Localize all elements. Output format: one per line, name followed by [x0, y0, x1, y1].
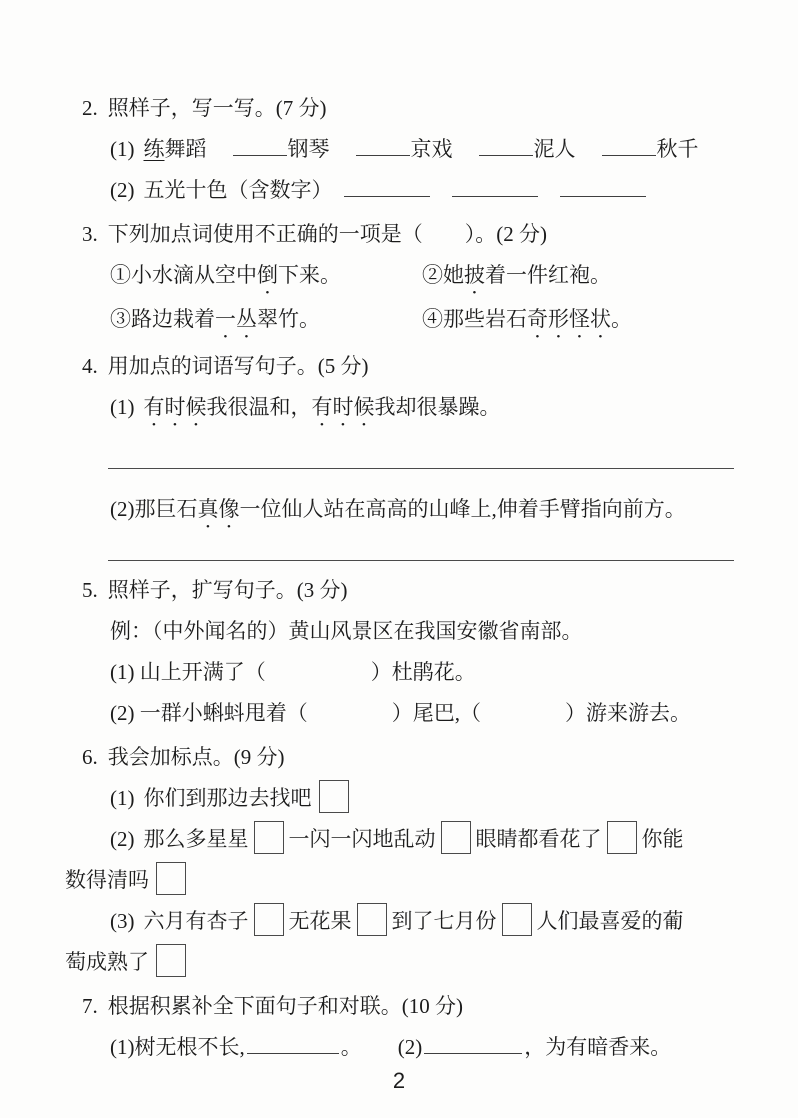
dotted-word: 真像 — [197, 497, 240, 521]
sentence-text: 眼睛都看花了 — [475, 827, 602, 851]
item-label: (2) — [110, 827, 135, 851]
word: 秋千 — [656, 137, 699, 161]
dotted-word: 一丛 — [215, 307, 257, 331]
sentence-text: 人们最喜爱的葡 — [536, 909, 684, 933]
dotted-word: 披 — [464, 263, 485, 287]
sentence-text: 一位仙人站在高高的山峰上,伸着手臂指向前方。 — [239, 497, 686, 521]
q3-option-2 — [422, 255, 611, 299]
answer-blank — [233, 153, 287, 156]
q2-item-2 — [65, 170, 734, 211]
punctuation-box — [357, 903, 387, 936]
question-title: 用加点的词语写句子。(5 分) — [107, 354, 369, 378]
word: 泥人 — [533, 137, 576, 161]
answer-blank — [356, 153, 410, 156]
question-title: 下列加点词使用不正确的一项是（ ）。(2 分) — [107, 222, 547, 246]
sentence-text: 你能 — [641, 827, 684, 851]
question-7-header — [65, 986, 734, 1027]
question-7 — [65, 986, 734, 1068]
question-title: 照样子，扩写句子。(3 分) — [107, 578, 348, 602]
answer-blank — [247, 1051, 339, 1054]
question-4-header — [65, 346, 734, 387]
dotted-word: 奇形怪状 — [527, 307, 611, 331]
sentence-text: 那巨石 — [134, 497, 198, 521]
question-number: 6. — [82, 745, 98, 769]
punctuation-box — [502, 903, 532, 936]
option-text: ③路边栽着 — [110, 307, 215, 331]
answer-rule-line — [108, 560, 734, 561]
option-text: 翠竹。 — [257, 307, 320, 331]
item-label: (1) — [110, 395, 135, 419]
q3-option-1 — [110, 255, 422, 299]
question-4 — [65, 346, 734, 561]
option-text: 。 — [611, 307, 632, 331]
question-title: 我会加标点。(9 分) — [107, 745, 285, 769]
question-number: 2. — [82, 96, 98, 120]
dotted-word: 倒 — [257, 263, 278, 287]
question-number: 5. — [82, 578, 98, 602]
q4-item-1 — [65, 387, 734, 431]
question-5 — [65, 570, 734, 734]
question-title: 照样子，写一写。(7 分) — [107, 96, 327, 120]
sentence-text: 数得清吗 — [65, 868, 149, 892]
answer-blank — [344, 194, 430, 197]
sentence-text: 一闪一闪地乱动 — [288, 827, 436, 851]
option-text: 着一件红袍。 — [485, 263, 611, 287]
item-label: (2) — [397, 1035, 423, 1059]
q7-items — [65, 1027, 734, 1068]
question-number: 4. — [82, 354, 98, 378]
example-idiom: 五光十色（含数字） — [143, 178, 333, 202]
question-3-header — [65, 214, 734, 255]
question-number: 3. — [82, 222, 98, 246]
option-text: ④那些岩石 — [422, 307, 527, 331]
sentence-text: 萄成熟了 — [65, 950, 149, 974]
punctuation-box — [156, 944, 186, 977]
question-2-header — [65, 88, 734, 129]
answer-blank — [424, 1051, 522, 1054]
q5-item-2: (2) 一群小蝌蚪甩着（ ）尾巴,（ ）游来游去。 — [110, 701, 691, 725]
option-text: ①小水滴从空中 — [110, 263, 257, 287]
q6-item-3 — [65, 901, 734, 983]
option-text: ②她 — [422, 263, 464, 287]
underlined-example-char: 练 — [143, 137, 165, 161]
answer-rule-line — [108, 468, 734, 469]
q5-item-1: (1) 山上开满了（ ）杜鹃花。 — [110, 660, 476, 684]
sentence-text: (1)树无根不长, — [110, 1035, 245, 1059]
question-5-header — [65, 570, 734, 611]
q3-option-4 — [422, 299, 632, 343]
question-6 — [65, 737, 734, 983]
item-label: (2) — [110, 178, 135, 202]
punctuation-box — [254, 821, 284, 854]
item-label: (3) — [110, 909, 135, 933]
sentence-text: 到了七月份 — [391, 909, 497, 933]
page-number: 2 — [392, 1068, 406, 1093]
punctuation-box — [607, 821, 637, 854]
q5-example: 例：（中外闻名的）黄山风景区在我国安徽省南部。 — [110, 619, 583, 643]
answer-blank — [602, 153, 656, 156]
punctuation-box — [254, 903, 284, 936]
dotted-word: 有时候 — [311, 395, 375, 419]
q2-item-1 — [65, 129, 734, 170]
q4-item-2 — [65, 489, 734, 533]
word: 钢琴 — [287, 137, 330, 161]
q3-option-3 — [110, 299, 422, 343]
question-title: 根据积累补全下面句子和对联。(10 分) — [107, 994, 463, 1018]
item-label: (2) — [110, 497, 135, 521]
sentence-text: 你们到那边去找吧 — [143, 786, 312, 810]
punctuation-box — [441, 821, 471, 854]
sentence-text: 无花果 — [288, 909, 352, 933]
example-word: 舞蹈 — [164, 137, 207, 161]
q6-item-1 — [65, 778, 734, 819]
answer-blank — [479, 153, 533, 156]
q3-options-row-1 — [65, 255, 734, 299]
dotted-word: 有时候 — [143, 395, 207, 419]
answer-blank — [452, 194, 538, 197]
sentence-text: ，为有暗香来。 — [524, 1035, 672, 1059]
punctuation-box — [156, 862, 186, 895]
q6-item-2 — [65, 819, 734, 901]
sentence-text: 那么多星星 — [143, 827, 249, 851]
option-text: 下来。 — [278, 263, 341, 287]
sentence-text: 六月有杏子 — [143, 909, 249, 933]
question-3 — [65, 214, 734, 343]
sentence-text: 我却很暴躁。 — [374, 395, 501, 419]
answer-blank — [560, 194, 646, 197]
punctuation-box — [319, 780, 349, 813]
q3-options-row-2 — [65, 299, 734, 343]
item-label: (1) — [110, 137, 135, 161]
question-2 — [65, 88, 734, 211]
sentence-text: 我很温和， — [206, 395, 312, 419]
question-number: 7. — [82, 994, 98, 1018]
question-6-header — [65, 737, 734, 778]
word: 京戏 — [410, 137, 453, 161]
sentence-text: 。 — [340, 1035, 362, 1059]
item-label: (1) — [110, 786, 135, 810]
